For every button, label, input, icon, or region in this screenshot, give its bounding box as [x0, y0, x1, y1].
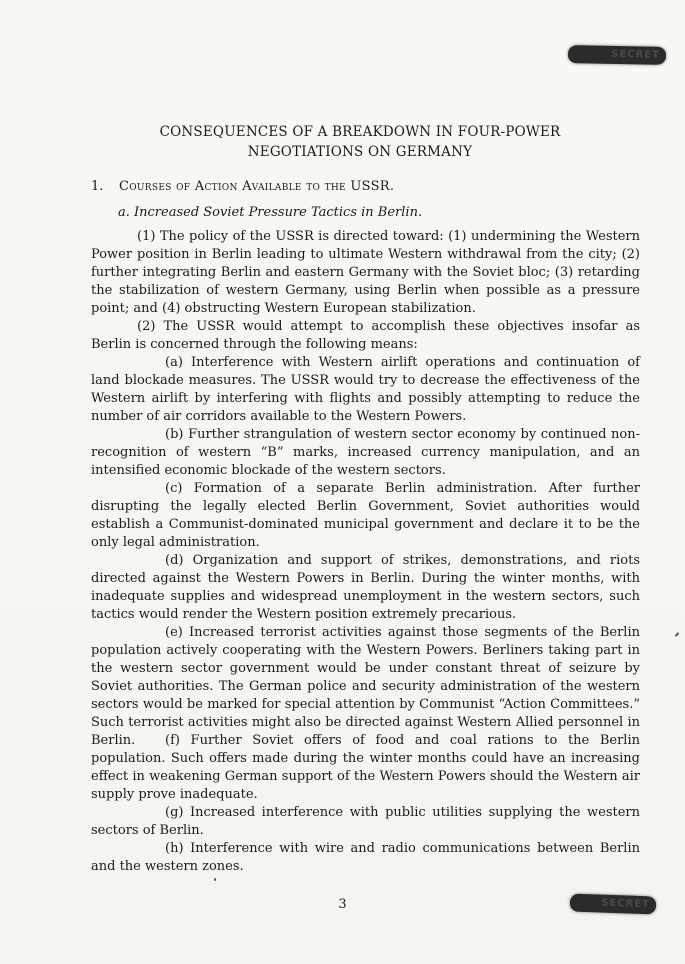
paragraph-item-e: (e) Increased terrorist activities against those segments of the Berlin population actively cooperating with the Western Powers. Berliners taking part in the western sector government would be under constant threat of seizure by Soviet authorities. The German police and security administration of the western sectors would be marked for special attention by Communist “Action Committees.” Such terrorist activities might also be directed against Western Allied personnel in Berlin.	[91, 625, 640, 748]
classification-stamp-bottom	[570, 894, 657, 915]
paragraph-item-b: (b) Further strangulation of western sector economy by continued non-recognition of western “B” marks, increased currency manipulation, and an intensified economic blockade of the western sectors.	[91, 427, 640, 478]
classification-stamp-top-text: SECRET	[611, 48, 661, 61]
paragraph-item-h: (h) Interference with wire and radio communications between Berlin and the western zones.	[91, 841, 640, 874]
section-number: 1.	[91, 179, 104, 194]
paragraph-item-g: (g) Increased interference with public utilities supplying the western sectors of Berlin.	[91, 805, 640, 838]
paragraph-item-c: (c) Formation of a separate Berlin administration. After further disrupting the legally elected Berlin Government, Soviet authorities would establish a Communist-dominated municipal government and declare it to be the only legal administration.	[91, 481, 640, 550]
paragraph-item-a: (a) Interference with Western airlift operations and continuation of land blockade measures. The USSR would try to decrease the effectiveness of the Western airlift by interfering with flights and possibly attempting to reduce the number of air corridors available to the Western Powers.	[91, 355, 640, 424]
page-number: 3	[338, 897, 347, 912]
subsection-heading: a. Increased Soviet Pressure Tactics in Berlin.	[118, 205, 423, 220]
paragraph-item-f: (f) Further Soviet offers of food and coal rations to the Berlin population. Such offers made during the winter months could have an increasing effect in weakening German support of the Western Powers should the Western air supply prove inadequate.	[91, 733, 640, 802]
document-title-line-1: CONSEQUENCES OF A BREAKDOWN IN FOUR-POWER	[159, 124, 561, 140]
paragraph-2: (2) The USSR would attempt to accomplish these objectives insofar as Berlin is concerned through the following means:	[91, 319, 640, 352]
paragraph-1: (1) The policy of the USSR is directed toward: (1) undermining the Western Power position in Berlin leading to ultimate Western withdrawal from the city; (2) further integrating Berlin and eastern Germany with the Soviet bloc; (3) retarding the stabilization of western Germany, using Berlin when possible as a pressure point; and (4) obstructing Western European stabilization.	[91, 229, 640, 316]
section-heading-text: Courses of Action Available to the USSR.	[119, 179, 395, 194]
classification-stamp-top	[568, 45, 666, 65]
classification-stamp-bottom-text: SECRET	[601, 897, 651, 911]
document-title-line-2: NEGOTIATIONS ON GERMANY	[247, 144, 473, 160]
paper-mark	[214, 878, 216, 881]
paper-mark	[675, 632, 680, 637]
paragraph-item-d: (d) Organization and support of strikes, demonstrations, and riots directed against the Western Powers in Berlin. During the winter months, with inadequate supplies and widespread unemployment in the western sectors, such tactics would render the Western position extremely precarious.	[91, 553, 640, 622]
section-heading	[91, 178, 394, 196]
